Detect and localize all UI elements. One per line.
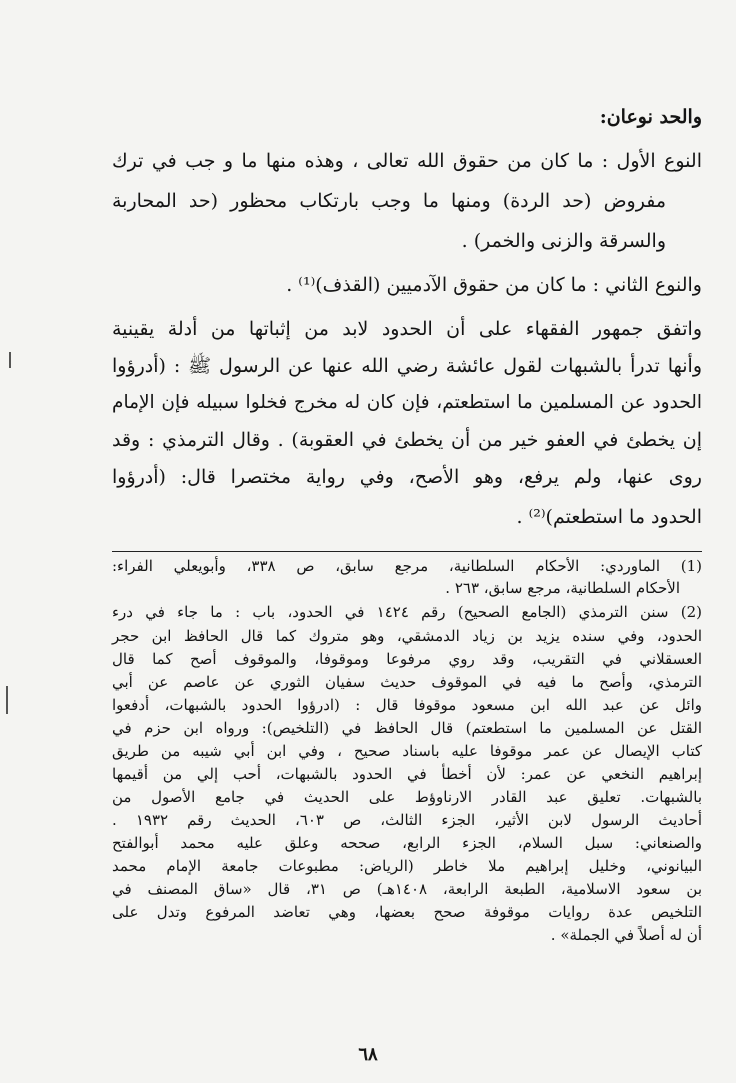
text-line: الحدود ما استطعتم)⁽²⁾ . xyxy=(516,506,702,528)
footnote-line: البيانوني، وخليل إبراهيم ملا خاطر (الرياض: مطبوعات جامعة الإمام محمد xyxy=(112,857,702,875)
footnote-line: القتل عن المسلمين ما استطعتم) قال الحافظ في (التلخيص): ورواه ابن حزم في xyxy=(112,719,702,737)
page-number: ٦٨ xyxy=(358,1044,378,1065)
section-heading: والحد نوعان: xyxy=(599,106,702,128)
footnote-line: التلخيص عدة روايات موقوفة صحح بعضها، وهي تعاضد المرفوع وتدل على xyxy=(112,903,702,921)
footnote-line: الترمذي، وأصح ما فيه في الموقوف حديث سفيان الثوري عن عاصم عن أبي xyxy=(112,673,702,691)
text-line: مفروض (حد الردة) ومنها ما وجب بارتكاب محظور (حد المحاربة xyxy=(112,190,666,212)
margin-mark xyxy=(6,686,8,714)
footnote-line: (1) الماوردي: الأحكام السلطانية، مرجع سابق، ص ٣٣٨، وأبويعلي الفراء: xyxy=(112,557,703,575)
footnote-line: أحاديث الرسول لابن الأثير، الجزء الثالث، ص ٦٠٣، الحديث رقم ١٩٣٢ . xyxy=(112,811,702,829)
text-line: إن يخطئ في العفو خير من أن يخطئ في العقوبة) . وقال الترمذي : وقد xyxy=(112,429,702,451)
footnote-line: الأحكام السلطانية، مرجع سابق، ٢٦٣ . xyxy=(445,579,680,597)
footnote-line: أن له أصلاً في الجملة» . xyxy=(550,926,702,944)
text-line: النوع الأول : ما كان من حقوق الله تعالى ، وهذه منها ما و جب في ترك xyxy=(112,150,702,172)
text-line: واتفق جمهور الفقهاء على أن الحدود لابد من إثباتها من أدلة يقينية xyxy=(112,318,702,340)
footnote-line: كتاب الإيصال عن عمر موقوفا عليه باسناد صحيح ، وفي ابن أبي شيبه من طريق xyxy=(112,742,702,760)
text-line: والنوع الثاني : ما كان من حقوق الآدميين (القذف)⁽¹⁾ . xyxy=(286,274,702,296)
text-line: روى عنها، ولم يرفع، وهو الأصح، وفي رواية مختصرا قال: (أدرؤوا xyxy=(112,466,702,488)
text-line: والسرقة والزنى والخمر) . xyxy=(461,230,666,252)
footnote-line: العسقلاني في التقريب، وقد روي مرفوعا وموقوفا، والموقوف أصح كما قال xyxy=(112,650,702,668)
footnote-line: بالشبهات. تعليق عبد القادر الارناوؤط على الحديث في جامع الأصول من xyxy=(112,788,702,806)
footnote-line: الحدود، وفي سنده يزيد بن زياد الدمشقي، وهو متروك كما قال الحافظ ابن حجر xyxy=(112,627,702,645)
footnote-divider xyxy=(112,551,702,552)
footnote-line: بن سعود الاسلامية، الطبعة الرابعة، ١٤٠٨هـ) ص ٣١، قال «ساق المصنف في xyxy=(112,880,702,898)
text-line: وأنها تدرأ بالشبهات لقول عائشة رضي الله عنها عن الرسول ﷺ : (أدرؤوا xyxy=(112,355,702,377)
footnote-line: والصنعاني: سبل السلام، الجزء الرابع، صححه وعلق عليه محمد أبوالفتح xyxy=(112,834,702,852)
footnote-line: وائل عن عبد الله ابن مسعود موقوفا قال : (ادرؤوا الحدود بالشبهات، أدفعوا xyxy=(112,696,702,714)
footnote-line: إبراهيم النخعي عن عمر: لأن أخطأ في الحدود بالشبهات، أحب إلي من أقيمها xyxy=(112,765,702,783)
text-line: الحدود عن المسلمين ما استطعتم، فإن كان له مخرج فخلوا سبيله فإن الإمام xyxy=(112,392,702,413)
footnote-line: (2) سنن الترمذي (الجامع الصحيح) رقم ١٤٢٤ في الحدود، باب : ما جاء في درء xyxy=(112,603,702,621)
margin-mark xyxy=(9,352,11,368)
